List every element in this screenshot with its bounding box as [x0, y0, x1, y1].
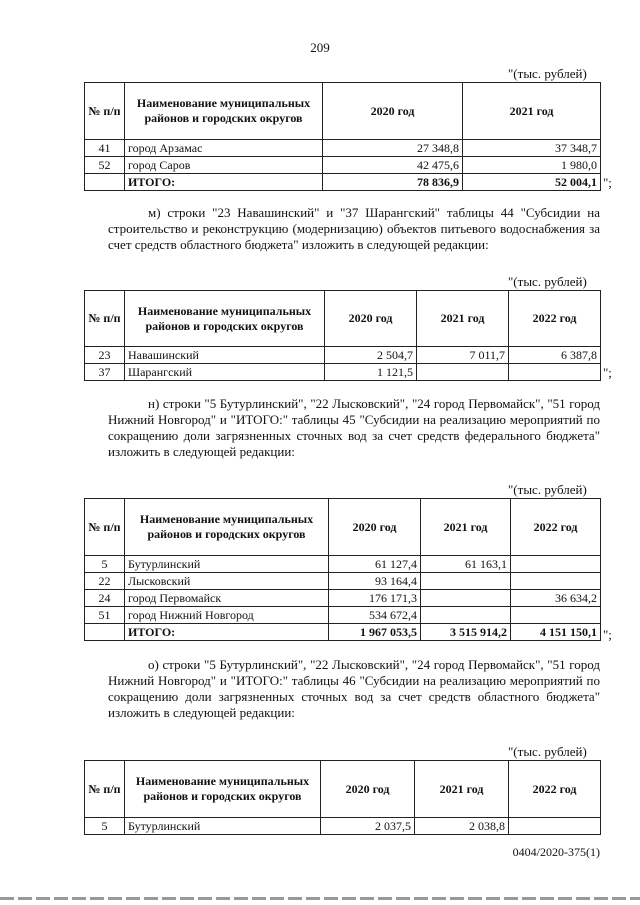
- row-2021: 2 038,8: [415, 818, 509, 835]
- row-num: [85, 624, 125, 641]
- header-2020: 2020 год: [321, 761, 415, 818]
- row-2020: 93 164,4: [329, 573, 421, 590]
- paragraph-o: о) строки "5 Бутурлинский", "22 Лысковский", "24 город Первомайск", "51 город Нижний Новгород" и "ИТОГО:" таблицы 46 "Субсидии на реализацию мероприятий по сокращению доли загрязненных сточных вод за счет средств областного бюджета" изложить в следующей редакции:: [108, 657, 600, 720]
- unit-note-4: "(тыс. рублей): [508, 744, 587, 759]
- row-2021: [421, 573, 511, 590]
- table-row: [85, 573, 601, 590]
- row-2021: [417, 364, 509, 381]
- header-2020: 2020 год: [325, 291, 417, 347]
- header-2021: 2021 год: [463, 83, 601, 140]
- document-number: 0404/2020-375(1): [512, 845, 600, 859]
- row-2021: [421, 590, 511, 607]
- row-name: город Арзамас: [125, 140, 323, 157]
- row-2022: [509, 364, 601, 381]
- row-name: Бутурлинский: [125, 556, 329, 573]
- bottom-edge-divider: [0, 897, 640, 900]
- table-row: [85, 818, 601, 835]
- header-2020: 2020 год: [329, 499, 421, 556]
- table-total-row: [85, 624, 601, 641]
- paragraph-m: м) строки "23 Навашинский" и "37 Шарангский" таблицы 44 "Субсидии на строительство и реконструкцию (модернизацию) объектов питьевого водоснабжения за счет средств областного бюджета" изложить в следующей редакции:: [108, 205, 600, 252]
- row-num: 5: [85, 818, 125, 835]
- header-2020: 2020 год: [323, 83, 463, 140]
- row-num: 5: [85, 556, 125, 573]
- row-2020: 176 171,3: [329, 590, 421, 607]
- paragraph-n: н) строки "5 Бутурлинский", "22 Лысковский", "24 город Первомайск", "51 город Нижний Новгород" и "ИТОГО:" таблицы 45 "Субсидии на реализацию мероприятий по сокращению доли загрязненных сточных вод за счет средств федерального бюджета" изложить в следующей редакции:: [108, 396, 600, 459]
- row-2022: 6 387,8: [509, 347, 601, 364]
- row-num: 37: [85, 364, 125, 381]
- row-2020: 27 348,8: [323, 140, 463, 157]
- table-row: [85, 607, 601, 624]
- table-row: [85, 556, 601, 573]
- header-num: № п/п: [85, 761, 125, 818]
- row-name: Навашинский: [125, 347, 325, 364]
- table-total-row: [85, 174, 601, 191]
- row-num: 41: [85, 140, 125, 157]
- table-row: [85, 364, 601, 381]
- row-2021: 37 348,7: [463, 140, 601, 157]
- header-2022: 2022 год: [511, 499, 601, 556]
- row-2020: 1 121,5: [325, 364, 417, 381]
- closing-quote-1: ";: [603, 175, 612, 190]
- row-2021: 1 980,0: [463, 157, 601, 174]
- row-name: Бутурлинский: [125, 818, 321, 835]
- table-header: [85, 291, 601, 347]
- row-name: город Нижний Новгород: [125, 607, 329, 624]
- row-2022: [511, 607, 601, 624]
- table-row: [85, 140, 601, 157]
- row-2020: 42 475,6: [323, 157, 463, 174]
- total-2021: 52 004,1: [463, 174, 601, 191]
- table-header: [85, 499, 601, 556]
- total-2020: 78 836,9: [323, 174, 463, 191]
- table-1: [84, 82, 601, 191]
- row-2020: 534 672,4: [329, 607, 421, 624]
- total-2022: 4 151 150,1: [511, 624, 601, 641]
- table-header: [85, 761, 601, 818]
- table-header: [85, 83, 601, 140]
- row-2022: [511, 573, 601, 590]
- header-name: Наименование муниципальных районов и городских округов: [125, 761, 321, 818]
- header-num: № п/п: [85, 499, 125, 556]
- row-2021: 7 011,7: [417, 347, 509, 364]
- row-num: 51: [85, 607, 125, 624]
- row-name: Шарангский: [125, 364, 325, 381]
- total-2020: 1 967 053,5: [329, 624, 421, 641]
- unit-note-1: "(тыс. рублей): [508, 66, 587, 81]
- header-name: Наименование муниципальных районов и городских округов: [125, 83, 323, 140]
- header-2021: 2021 год: [417, 291, 509, 347]
- table-row: [85, 590, 601, 607]
- row-num: 52: [85, 157, 125, 174]
- header-2022: 2022 год: [509, 291, 601, 347]
- table-2: [84, 290, 601, 381]
- row-num: [85, 174, 125, 191]
- table-row: [85, 347, 601, 364]
- row-num: 22: [85, 573, 125, 590]
- row-2020: 61 127,4: [329, 556, 421, 573]
- row-2020: 2 037,5: [321, 818, 415, 835]
- row-name: город Первомайск: [125, 590, 329, 607]
- total-label: ИТОГО:: [125, 174, 323, 191]
- table-3: [84, 498, 601, 641]
- header-num: № п/п: [85, 83, 125, 140]
- unit-note-3: "(тыс. рублей): [508, 482, 587, 497]
- row-name: Лысковский: [125, 573, 329, 590]
- row-2020: 2 504,7: [325, 347, 417, 364]
- row-2022: [509, 818, 601, 835]
- unit-note-2: "(тыс. рублей): [508, 274, 587, 289]
- header-num: № п/п: [85, 291, 125, 347]
- header-2022: 2022 год: [509, 761, 601, 818]
- closing-quote-3: ";: [603, 627, 612, 642]
- table-4: [84, 760, 601, 835]
- row-num: 24: [85, 590, 125, 607]
- header-name: Наименование муниципальных районов и городских округов: [125, 291, 325, 347]
- row-2021: 61 163,1: [421, 556, 511, 573]
- page-number: 209: [310, 40, 330, 55]
- table-row: [85, 157, 601, 174]
- row-2022: [511, 556, 601, 573]
- closing-quote-2: ";: [603, 365, 612, 380]
- total-2021: 3 515 914,2: [421, 624, 511, 641]
- row-name: город Саров: [125, 157, 323, 174]
- total-label: ИТОГО:: [125, 624, 329, 641]
- row-num: 23: [85, 347, 125, 364]
- row-2021: [421, 607, 511, 624]
- row-2022: 36 634,2: [511, 590, 601, 607]
- header-2021: 2021 год: [421, 499, 511, 556]
- header-2021: 2021 год: [415, 761, 509, 818]
- header-name: Наименование муниципальных районов и городских округов: [125, 499, 329, 556]
